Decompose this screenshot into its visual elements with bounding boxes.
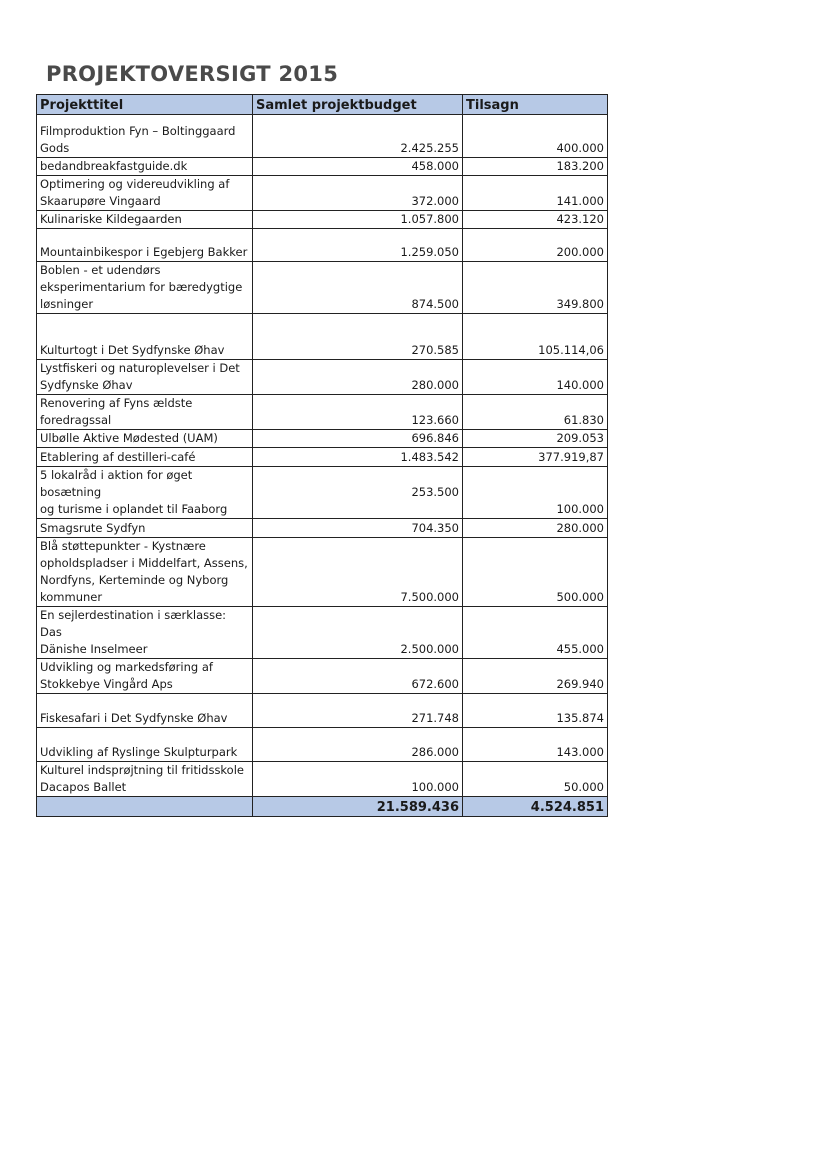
- table-row: [37, 430, 608, 448]
- budget-cell: 2.425.255: [253, 115, 463, 158]
- grant-cell: 269.940: [463, 659, 608, 694]
- table-row: [37, 607, 608, 659]
- table-row: [37, 395, 608, 430]
- total-budget-cell: 21.589.436: [253, 797, 463, 817]
- budget-cell: 271.748: [253, 694, 463, 728]
- totals-label-cell: [37, 797, 253, 817]
- budget-cell: 672.600: [253, 659, 463, 694]
- grant-cell: 200.000: [463, 229, 608, 262]
- project-title-cell: Renovering af Fyns ældste foredragssal: [37, 395, 253, 430]
- project-title-cell: bedandbreakfastguide.dk: [37, 158, 253, 176]
- table-row: [37, 762, 608, 797]
- table-row: [37, 115, 608, 158]
- total-grant-cell: 4.524.851: [463, 797, 608, 817]
- grant-cell: 209.053: [463, 430, 608, 448]
- grant-cell: 105.114,06: [463, 314, 608, 360]
- table-row: [37, 176, 608, 211]
- header-grant: Tilsagn: [463, 95, 608, 115]
- budget-cell: 280.000: [253, 360, 463, 395]
- page-title: PROJEKTOVERSIGT 2015: [46, 62, 339, 86]
- table-row: [37, 211, 608, 229]
- project-title-cell: Fiskesafari i Det Sydfynske Øhav: [37, 694, 253, 728]
- table-row: [37, 694, 608, 728]
- grant-cell: 500.000: [463, 538, 608, 607]
- project-title-cell: Lystfiskeri og naturoplevelser i Det Sydfynske Øhav: [37, 360, 253, 395]
- project-table: [36, 94, 608, 817]
- budget-cell: 696.846: [253, 430, 463, 448]
- grant-cell: 377.919,87: [463, 448, 608, 467]
- budget-cell: 253.500: [253, 467, 463, 519]
- header-total-budget: Samlet projektbudget: [253, 95, 463, 115]
- budget-cell: 704.350: [253, 519, 463, 538]
- table-row: [37, 467, 608, 519]
- grant-cell: 50.000: [463, 762, 608, 797]
- budget-cell: 123.660: [253, 395, 463, 430]
- project-title-cell: Smagsrute Sydfyn: [37, 519, 253, 538]
- table-row: [37, 262, 608, 314]
- budget-cell: 2.500.000: [253, 607, 463, 659]
- grant-cell: 100.000: [463, 467, 608, 519]
- project-title-cell: Kulinariske Kildegaarden: [37, 211, 253, 229]
- project-title-cell: Ulbølle Aktive Mødested (UAM): [37, 430, 253, 448]
- header-project-title: Projekttitel: [37, 95, 253, 115]
- table-row: [37, 229, 608, 262]
- budget-cell: 1.483.542: [253, 448, 463, 467]
- budget-cell: 270.585: [253, 314, 463, 360]
- grant-cell: 349.800: [463, 262, 608, 314]
- grant-cell: 141.000: [463, 176, 608, 211]
- budget-cell: 1.057.800: [253, 211, 463, 229]
- table-row: [37, 659, 608, 694]
- budget-cell: 458.000: [253, 158, 463, 176]
- totals-row: [37, 797, 608, 817]
- grant-cell: 423.120: [463, 211, 608, 229]
- budget-cell: 874.500: [253, 262, 463, 314]
- grant-cell: 140.000: [463, 360, 608, 395]
- budget-cell: 372.000: [253, 176, 463, 211]
- grant-cell: 143.000: [463, 728, 608, 762]
- grant-cell: 400.000: [463, 115, 608, 158]
- table-row: [37, 519, 608, 538]
- table-row: [37, 158, 608, 176]
- grant-cell: 280.000: [463, 519, 608, 538]
- project-title-cell: Etablering af destilleri-café: [37, 448, 253, 467]
- project-title-cell: Udvikling og markedsføring af Stokkebye Vingård Aps: [37, 659, 253, 694]
- table-row: [37, 360, 608, 395]
- budget-cell: 286.000: [253, 728, 463, 762]
- project-title-cell: Boblen - et udendørs eksperimentarium for bæredygtige løsninger: [37, 262, 253, 314]
- budget-cell: 7.500.000: [253, 538, 463, 607]
- project-title-cell: Blå støttepunkter - Kystnære opholdspladser i Middelfart, Assens, Nordfyns, Kerteminde og Nyborg kommuner: [37, 538, 253, 607]
- project-title-cell: Filmproduktion Fyn – Boltinggaard Gods: [37, 115, 253, 158]
- table-row: [37, 448, 608, 467]
- project-title-cell: Udvikling af Ryslinge Skulpturpark: [37, 728, 253, 762]
- grant-cell: 183.200: [463, 158, 608, 176]
- grant-cell: 61.830: [463, 395, 608, 430]
- project-title-cell: Kulturtogt i Det Sydfynske Øhav: [37, 314, 253, 360]
- header-row: [37, 95, 608, 115]
- project-title-cell: 5 lokalråd i aktion for øget bosætning og turisme i oplandet til Faaborg: [37, 467, 253, 519]
- table-row: [37, 728, 608, 762]
- table-row: [37, 538, 608, 607]
- project-title-cell: Mountainbikespor i Egebjerg Bakker: [37, 229, 253, 262]
- table-row: [37, 314, 608, 360]
- grant-cell: 455.000: [463, 607, 608, 659]
- budget-cell: 100.000: [253, 762, 463, 797]
- project-title-cell: Optimering og videreudvikling af Skaarupøre Vingaard: [37, 176, 253, 211]
- project-title-cell: Kulturel indsprøjtning til fritidsskole Dacapos Ballet: [37, 762, 253, 797]
- grant-cell: 135.874: [463, 694, 608, 728]
- project-title-cell: En sejlerdestination i særklasse: Das Dänishe Inselmeer: [37, 607, 253, 659]
- budget-cell: 1.259.050: [253, 229, 463, 262]
